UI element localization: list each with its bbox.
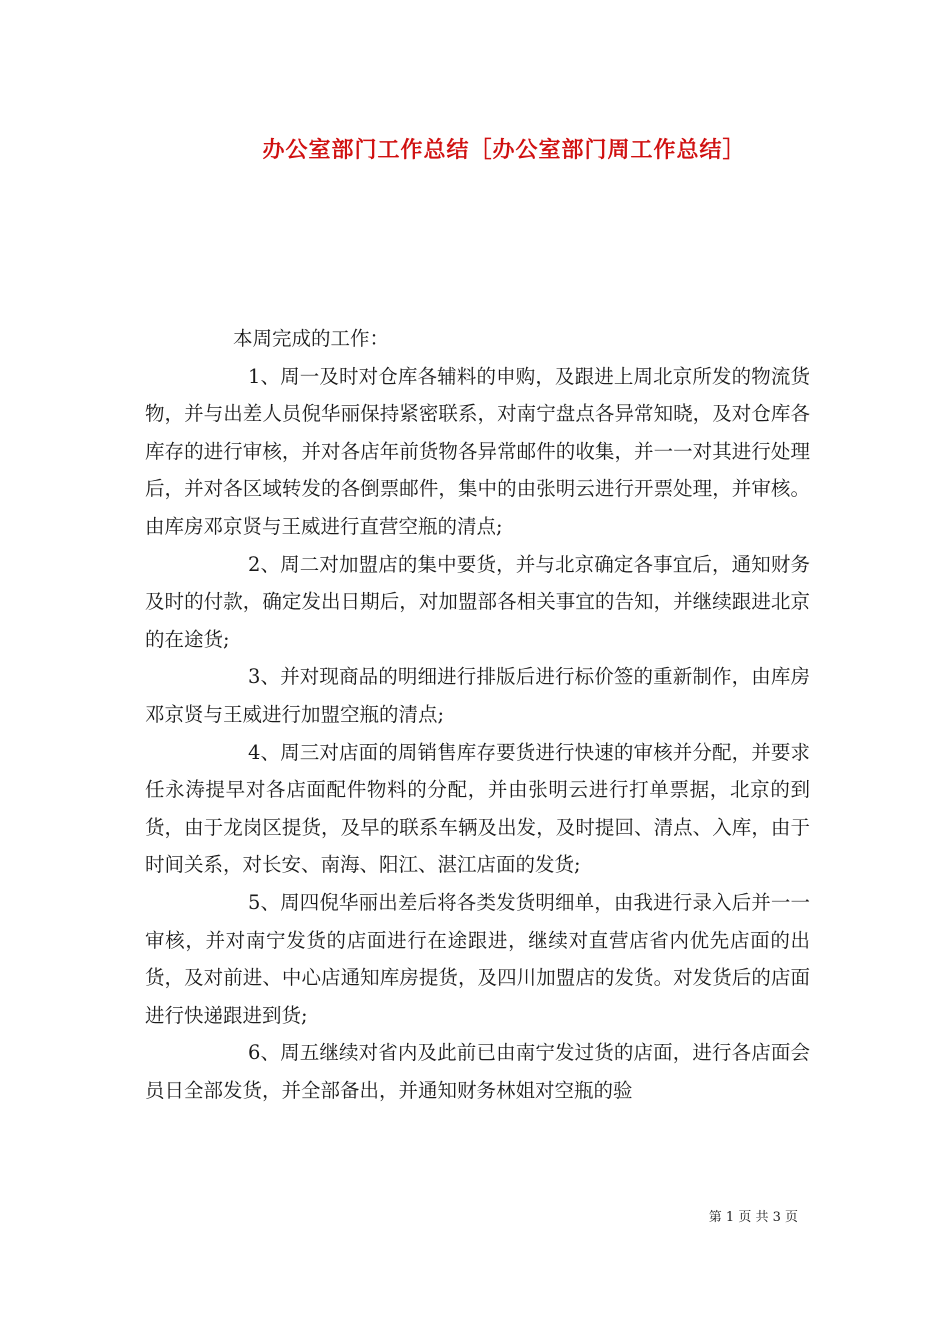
page-number: 第 1 页 共 3 页 <box>708 1210 798 1225</box>
list-item: 3、并对现商品的明细进行排版后进行标价签的重新制作，由库房邓京贤与王威进行加盟空瓶的清点; <box>145 665 810 726</box>
list-item: 4、周三对店面的周销售库存要货进行快速的审核并分配，并要求任永涛提早对各店面配件物料的分配，并由张明云进行打单票据，北京的到货，由于龙岗区提货，及早的联系车辆及出发，及时提回、清点、入库，由于时间关系，对长安、南海、阳江、湛江店面的发货; <box>145 740 810 877</box>
list-item: 1、周一及时对仓库各辅料的申购，及跟进上周北京所发的物流货物，并与出差人员倪华丽保持紧密联系，对南宁盘点各异常知晓，及对仓库各库存的进行审核，并对各店年前货物各异常邮件的收集，并一一对其进行处理后，并对各区域转发的各倒票邮件，集中的由张明云进行开票处理，并审核。由库房邓京贤与王威进行直营空瓶的清点; <box>145 364 810 538</box>
list-item: 6、周五继续对省内及此前已由南宁发过货的店面，进行各店面会员日全部发货，并全部备出，并通知财务林姐对空瓶的验 <box>145 1041 810 1102</box>
list-item: 2、周二对加盟店的集中要货，并与北京确定各事宜后，通知财务及时的付款，确定发出日期后，对加盟部各相关事宜的告知，并继续跟进北京的在途货; <box>145 552 810 651</box>
page-title: 办公室部门工作总结［办公室部门周工作总结］ <box>262 137 746 163</box>
intro-paragraph: 本周完成的工作： <box>233 327 390 350</box>
document-body <box>145 320 810 1109</box>
list-item: 5、周四倪华丽出差后将各类发货明细单，由我进行录入后并一一审核，并对南宁发货的店面进行在途跟进，继续对直营店省内优先店面的出货，及对前进、中心店通知库房提货，及四川加盟店的发货。对发货后的店面进行快递跟进到货; <box>145 890 810 1027</box>
